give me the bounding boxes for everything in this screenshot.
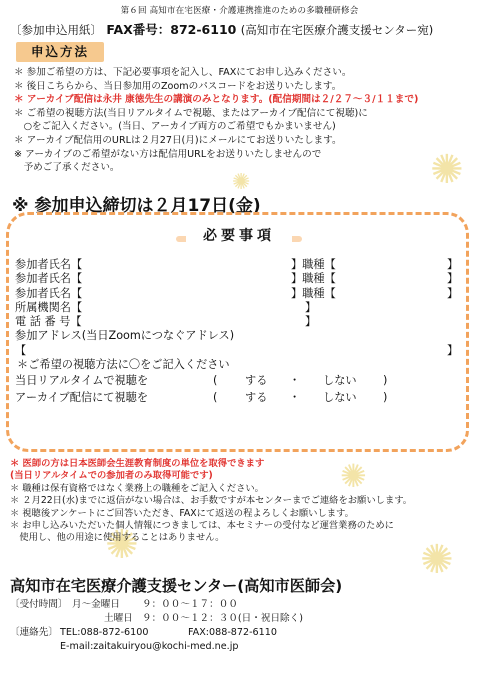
organization-name: 高知市在宅医療介護支援センター(高知市医師会) bbox=[10, 577, 343, 595]
method-label: アーカイブ配信にて視聴を bbox=[15, 390, 149, 404]
dandelion-decoration-icon: ✺ bbox=[340, 457, 367, 495]
phone-label: 電 話 番 号【 bbox=[15, 315, 82, 329]
method-label: 当日リアルタイムで視聴を bbox=[15, 374, 149, 388]
note-line: ○をご記入ください。(当日、アーカイブ両方のご希望でもかまいません) bbox=[14, 121, 336, 133]
bracket-close: 】 bbox=[447, 258, 459, 271]
note-line: ＊ ２月22日(水)までに返信がない場合は、お手数ですが本センターまでご連絡をお願いします。 bbox=[10, 495, 413, 507]
note-line: ＊ 参加ご希望の方は、下記必要事項を記入し、FAXにてお申し込みください。 bbox=[14, 67, 352, 78]
note-line: ＊ ご希望の視聴方法(当日リアルタイムで視聴、またはアーカイブ配信にて視聴)に bbox=[14, 107, 368, 119]
address-label-row bbox=[15, 329, 465, 343]
address-field-row[interactable] bbox=[15, 344, 465, 358]
bracket-close: 】 bbox=[447, 343, 459, 357]
participant-name-label: 参加者氏名【 bbox=[15, 286, 83, 300]
section-title-application: 申込方法 bbox=[16, 42, 104, 62]
method-prompt: ＊ご希望の視聴方法に〇をご記入ください bbox=[17, 358, 230, 372]
paren-open: ( bbox=[213, 390, 218, 404]
saturday-time: ９：００～１２：３０(日・祝日除く) bbox=[142, 613, 303, 624]
dandelion-decoration-icon: ✺ bbox=[420, 537, 454, 583]
job-label: 】職種【 bbox=[291, 272, 336, 286]
note-line-archive: ＊ アーカイブ配信は永井 康徳先生の講演のみとなります。(配信期間は２/２７～３/１１まで) bbox=[14, 94, 419, 106]
option-no[interactable]: しない bbox=[323, 390, 357, 404]
note-line: ＊ お申し込みいただいた個人情報につきましては、本セミナーの受付など運営業務のために bbox=[10, 520, 394, 532]
method-row-archive bbox=[15, 391, 465, 405]
fax-line bbox=[10, 20, 433, 38]
organization-row[interactable] bbox=[15, 301, 465, 315]
note-line: ※ アーカイブのご希望がない方は配信用URLをお送りいたしませんので bbox=[14, 148, 322, 160]
participant-row-1[interactable] bbox=[15, 258, 465, 272]
tel-number: TEL:088-872-6100 bbox=[60, 627, 149, 638]
job-label: 】職種【 bbox=[291, 258, 336, 271]
method-prompt-row bbox=[15, 358, 465, 372]
option-separator: ・ bbox=[289, 390, 301, 404]
method-row-realtime bbox=[15, 374, 465, 388]
note-line: ＊ 後日こちらから、当日参加用のZoomのパスコードをお送りいたします。 bbox=[14, 80, 342, 92]
phone-row[interactable] bbox=[15, 315, 465, 329]
form-label: 〔参加申込用紙〕 bbox=[10, 23, 102, 37]
note-line: ＊ 職種は保有資格ではなく業務上の職種をご記入ください。 bbox=[10, 482, 264, 494]
note-line: ＊ 視聴後アンケートにご回答いただき、FAXにて返送の程よろしくお願いします。 bbox=[10, 507, 354, 519]
bracket-close: 】 bbox=[305, 315, 317, 329]
dandelion-decoration-icon: ✺ bbox=[105, 522, 139, 568]
hours-time: ９：００～１７：００ bbox=[142, 599, 238, 610]
option-separator: ・ bbox=[289, 374, 301, 388]
hours-label: 〔受付時間〕 bbox=[10, 599, 68, 610]
paren-close: ) bbox=[383, 390, 388, 404]
fax-number: FAX番号：872-6110 bbox=[106, 22, 237, 37]
lower-notes bbox=[10, 458, 475, 545]
job-label: 】職種【 bbox=[291, 286, 336, 300]
application-notes bbox=[14, 66, 474, 175]
cme-note: ＊ 医師の方は日本医師会生涯教育制度の単位を取得できます bbox=[10, 458, 265, 469]
fax-number-footer: FAX:088-872-6110 bbox=[188, 627, 277, 638]
participant-row-2[interactable] bbox=[15, 272, 465, 286]
registration-form bbox=[15, 258, 465, 405]
participant-row-3[interactable] bbox=[15, 287, 465, 301]
bracket-open: 【 bbox=[15, 343, 27, 357]
saturday-days: 土曜日 bbox=[104, 613, 133, 624]
cme-note-sub: (当日リアルタイムでの参加者のみ取得可能です) bbox=[10, 470, 213, 482]
paren-close: ) bbox=[383, 374, 388, 388]
event-title: 第６回 高知市在宅医療・介護連携推進のための多職種研修会 bbox=[120, 6, 359, 16]
address-label: 参加アドレス(当日Zoomにつなぐアドレス) bbox=[15, 329, 235, 343]
contact-label: 〔連絡先〕 bbox=[10, 627, 58, 638]
option-yes[interactable]: する bbox=[245, 374, 268, 388]
hours-days: 月～金曜日 bbox=[72, 599, 120, 610]
dandelion-decoration-icon: ✺ bbox=[232, 170, 251, 195]
participant-name-label: 参加者氏名【 bbox=[15, 272, 83, 286]
participant-name-label: 参加者氏名【 bbox=[15, 258, 83, 271]
fax-destination: (高知市在宅医療介護支援センター宛) bbox=[240, 23, 434, 37]
option-no[interactable]: しない bbox=[323, 374, 357, 388]
bracket-close: 】 bbox=[447, 272, 459, 286]
bracket-close: 】 bbox=[305, 300, 317, 314]
bracket-close: 】 bbox=[447, 286, 459, 300]
note-line: 予めご了承ください。 bbox=[14, 162, 120, 174]
organization-label: 所属機関名【 bbox=[15, 300, 83, 314]
paren-open: ( bbox=[213, 374, 218, 388]
option-yes[interactable]: する bbox=[245, 390, 268, 404]
form-title: 必要事項 bbox=[186, 225, 292, 247]
deadline: ※ 参加申込締切は２月17日(金) bbox=[12, 196, 261, 216]
dandelion-decoration-icon: ✺ bbox=[430, 147, 464, 193]
note-line: ＊ アーカイブ配信用のURLは２月27日(月)にメールにてお送りいたします。 bbox=[14, 134, 342, 146]
email-link[interactable]: E-mail:zaitakuiryou@kochi-med.ne.jp bbox=[60, 641, 239, 652]
note-line: 使用し、他の用途に使用することはありません。 bbox=[10, 532, 225, 544]
